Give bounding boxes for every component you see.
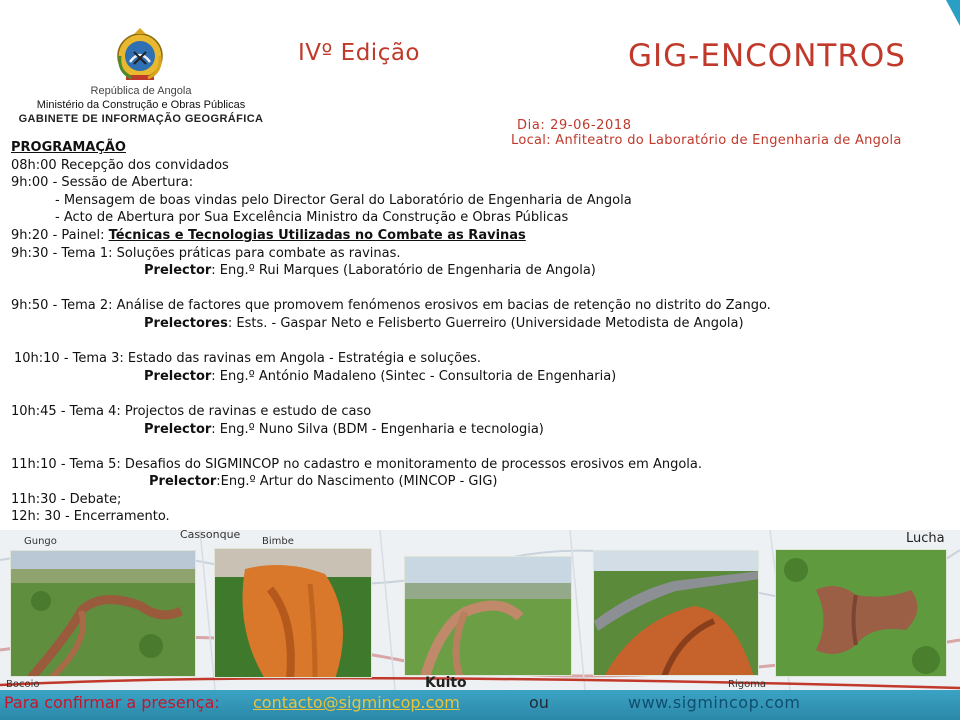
map-label: Lucha bbox=[906, 531, 945, 546]
talk-speaker bbox=[11, 368, 911, 386]
office-name: GABINETE DE INFORMAÇÃO GEOGRÁFICA bbox=[18, 113, 264, 125]
map-label: Bimbe bbox=[262, 536, 294, 547]
talk-speaker bbox=[11, 473, 911, 491]
opening-item: - Acto de Abertura por Sua Excelência Ministro da Construção e Obras Públicas bbox=[55, 210, 569, 226]
speaker-label: Prelector bbox=[144, 368, 212, 384]
talk-topic: 10h:45 - Tema 4: Projectos de ravinas e estudo de caso bbox=[11, 403, 372, 419]
angola-coat-of-arms-icon bbox=[112, 26, 168, 82]
talk-speaker bbox=[11, 315, 911, 333]
panel-title: Técnicas e Tecnologias Utilizadas no Combate as Ravinas bbox=[108, 227, 526, 243]
ministry-name: Ministério da Construção e Obras Públicas bbox=[36, 99, 246, 111]
schedule-debate: 11h:30 - Debate; bbox=[11, 491, 122, 507]
map-label: Bocoio bbox=[6, 679, 40, 690]
map-label: Gungo bbox=[24, 536, 57, 547]
confirm-label: Para confirmar a presença: bbox=[4, 693, 220, 712]
program-schedule bbox=[11, 139, 911, 526]
speaker-label: Prelector bbox=[149, 474, 217, 490]
photo-strip bbox=[0, 530, 960, 690]
event-location: Local: Anfiteatro do Laboratório de Engenharia de Angola bbox=[511, 133, 902, 148]
website-link[interactable]: www.sigmincop.com bbox=[628, 693, 801, 712]
speaker-name: : Eng.º António Madaleno (Sintec - Consultoria de Engenharia) bbox=[211, 368, 617, 384]
or-text: ou bbox=[529, 693, 549, 712]
speaker-label: Prelector bbox=[144, 263, 212, 279]
field-erosion-photo bbox=[775, 549, 947, 677]
speaker-label: Prelector bbox=[144, 421, 212, 437]
speaker-name: : Eng.º Rui Marques (Laboratório de Engenharia de Angola) bbox=[211, 263, 596, 279]
schedule-closing: 12h: 30 - Encerramento. bbox=[11, 509, 170, 525]
road-ravine-photo bbox=[593, 550, 759, 676]
gully-closeup-photo bbox=[214, 548, 372, 678]
event-date: Dia: 29-06-2018 bbox=[517, 118, 632, 133]
speaker-name: : Eng.º Nuno Silva (BDM - Engenharia e tecnologia) bbox=[211, 421, 544, 437]
map-label: Cassonque bbox=[180, 530, 241, 541]
panel-prefix: 9h:20 - Painel: bbox=[11, 227, 109, 243]
country-name: República de Angola bbox=[90, 85, 192, 97]
schedule-opening: 9h:00 - Sessão de Abertura: bbox=[11, 175, 194, 191]
talk-speaker bbox=[11, 262, 911, 280]
schedule-panel bbox=[11, 227, 911, 245]
event-title: GIG-ENCONTROS bbox=[628, 38, 906, 74]
talk-topic: 9h:50 - Tema 2: Análise de factores que promovem fenómenos erosivos em bacias de retenção no distrito do Zango. bbox=[11, 298, 771, 314]
opening-item: - Mensagem de boas vindas pelo Director Geral do Laboratório de Engenharia de Angola bbox=[55, 192, 632, 208]
schedule-reception: 08h:00 Recepção dos convidados bbox=[11, 157, 229, 173]
speaker-label: Prelectores bbox=[144, 315, 228, 331]
government-header bbox=[10, 84, 272, 126]
talk-speaker bbox=[11, 421, 911, 439]
talk-topic: 11h:10 - Tema 5: Desafios do SIGMINCOP no cadastro e monitoramento de processos erosivos em Angola. bbox=[11, 456, 702, 472]
contact-email-link[interactable]: contacto@sigmincop.com bbox=[253, 693, 460, 712]
map-label: Kuito bbox=[425, 675, 467, 690]
program-heading: PROGRAMAÇÃO bbox=[11, 140, 126, 155]
talk-topic: 9h:30 - Tema 1: Soluções práticas para combate as ravinas. bbox=[11, 245, 401, 261]
map-label: Rigoma bbox=[728, 679, 767, 690]
erosion-aerial-photo bbox=[10, 550, 196, 677]
footer-bar bbox=[0, 690, 960, 720]
talk-topic: 10h:10 - Tema 3: Estado das ravinas em Angola - Estratégia e soluções. bbox=[14, 351, 482, 367]
hillside-erosion-photo bbox=[404, 556, 572, 676]
corner-decoration bbox=[946, 0, 960, 26]
edition-label: IVº Edição bbox=[298, 40, 420, 66]
speaker-name: :Eng.º Artur do Nascimento (MINCOP - GIG) bbox=[216, 474, 498, 490]
speaker-name: : Ests. - Gaspar Neto e Felisberto Guerreiro (Universidade Metodista de Angola) bbox=[227, 315, 744, 331]
